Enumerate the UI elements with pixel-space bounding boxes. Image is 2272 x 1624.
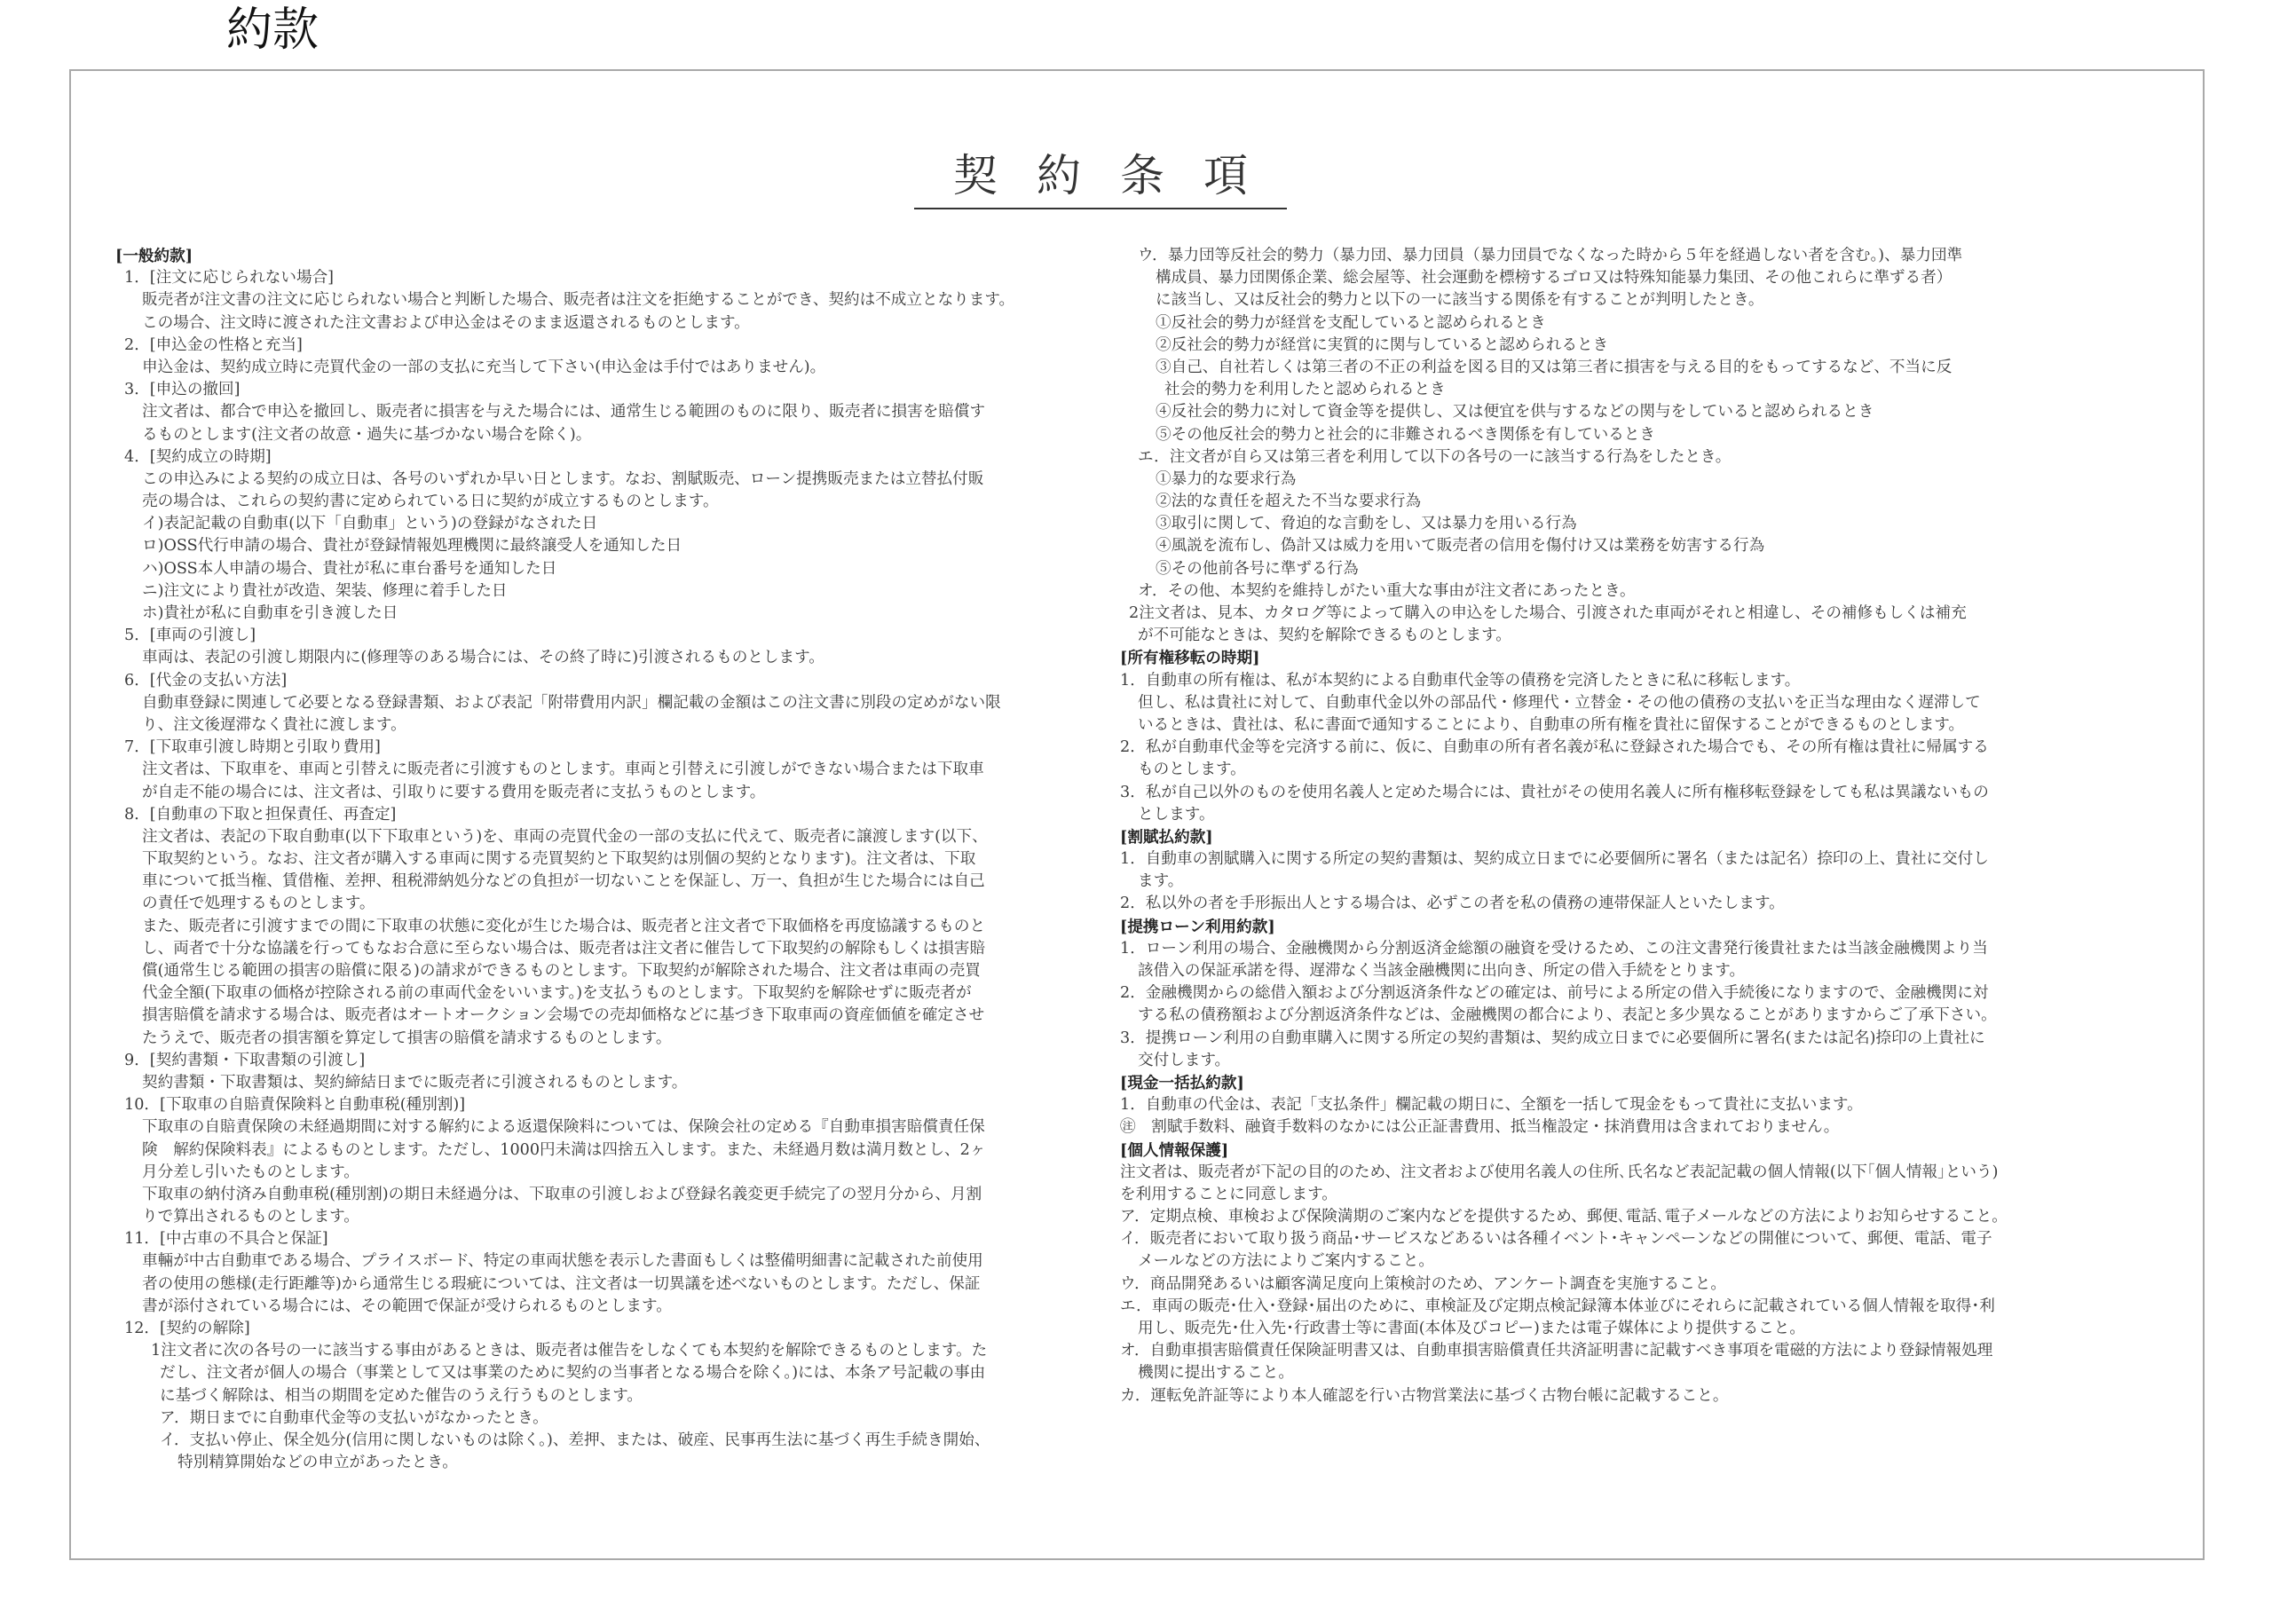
section-heading: [個人情報保護] <box>1120 1140 1229 1160</box>
clause-line: 交付します。 <box>1138 1051 1231 1069</box>
clause-line: 該借入の保証承諾を得、遅滞なく当該金融機関に出向き、所定の借入手続をとります。 <box>1138 962 1746 980</box>
clause-line: 下取契約という。なお、注文者が購入する車両に関する売買契約と下取契約は別個の契約となります)。注文者は、下取 <box>142 850 976 869</box>
clause-line: ①反社会的勢力が経営を支配していると認められるとき <box>1156 313 1546 332</box>
clause-line: るものとします(注文者の故意・過失に基づかない場合を除く)。 <box>142 425 592 444</box>
left-column <box>115 245 1099 1474</box>
clause-line: 1．ローン利用の場合、金融機関から分割返済金総額の融資を受けるため、この注文書発行後貴社または当該金融機関より当 <box>1120 939 1988 958</box>
clause-line: 構成員、暴力団関係企業、総会屋等、社会運動を標榜するゴロ又は特殊知能暴力集団、その他これらに準ずる者） <box>1156 269 1952 288</box>
clause-line: りで算出されるものとします。 <box>142 1208 359 1226</box>
clause-line: ア．定期点検、車検および保険満期のご案内などを提供するため、郵便､電話､電子メールなどの方法によりお知らせすること。 <box>1120 1208 2008 1226</box>
clause-line: 1．自動車の代金は、表記「支払条件」欄記載の期日に、全額を一括して現金をもって貴社に支払います。 <box>1120 1096 1863 1115</box>
clause-line: を利用することに同意します。 <box>1120 1185 1337 1203</box>
clause-line: 11．[中古車の不具合と保証] <box>124 1230 328 1249</box>
clause-line: の責任で処理するものとします。 <box>142 895 375 913</box>
clause-line: り、注文後遅滞なく貴社に渡します。 <box>142 715 406 734</box>
clause-line: 1．[注文に応じられない場合] <box>124 269 335 288</box>
clause-line: 1注文者に次の各号の一に該当する事由があるときは、販売者は催告をしなくても本契約を解除できるものとします。た <box>151 1342 988 1360</box>
clause-line: 注文者は、下取車を、車両と引替えに販売者に引渡すものとします。車両と引替えに引渡しができない場合または下取車 <box>142 761 984 779</box>
section-heading: [所有権移転の時期] <box>1120 649 1260 668</box>
clause-line: 損害賠償を請求する場合は、販売者はオートオークション会場での売却価格などに基づき下取車両の資産価値を確定させ <box>142 1006 985 1025</box>
clause-line: 下取車の自賠責保険の未経過期間に対する解約による返還保険料については、保険会社の定める『自動車損害賠償責任保 <box>142 1118 985 1137</box>
clause-line: 4．[契約成立の時期] <box>124 447 272 466</box>
clause-line: ㊟ 割賦手数料、融資手数料のなかには公正証書費用、抵当権設定・抹消費用は含まれておりません。 <box>1120 1118 1840 1137</box>
clause-line: いるときは、貴社は、私に書面で通知することにより、自動車の所有権を貴社に留保することができるものとします。 <box>1138 715 1965 734</box>
page-heading: 約款 <box>226 4 320 57</box>
clause-line: 9．[契約書類・下取書類の引渡し] <box>124 1051 366 1069</box>
clause-line: イ．支払い停止、保全処分(信用に関しないものは除く。)、差押、または、破産、民事再生法に基づく再生手続き開始、 <box>160 1431 990 1449</box>
clause-line: 車両は、表記の引渡し期限内に(修理等のある場合には、その終了時に)引渡されるものとします。 <box>142 649 824 667</box>
clause-line: ③取引に関して、脅迫的な言動をし、又は暴力を用いる行為 <box>1156 515 1577 533</box>
clause-line: 10．[下取車の自賠責保険料と自動車税(種別割)] <box>124 1096 466 1115</box>
clause-line: 車について抵当権、賃借権、差押、租税滞納処分などの負担が一切ないことを保証し、万一、負担が生じた場合には自己 <box>142 872 985 891</box>
clause-line: この場合、注文時に渡された注文書および申込金はそのまま返還されるものとします。 <box>142 313 750 332</box>
clause-line: 2．私以外の者を手形振出人とする場合は、必ずこの者を私の債務の連帯保証人といたします。 <box>1120 895 1785 913</box>
clause-line: 12．[契約の解除] <box>124 1320 250 1337</box>
clause-line: 自動車登録に関連して必要となる登録書類、および表記「附帯費用内訳」欄記載の金額はこの注文書に別段の定めがない限 <box>142 693 1001 712</box>
clause-line: ④風説を流布し、偽計又は威力を用いて販売者の信用を傷付け又は業務を妨害する行為 <box>1156 537 1765 556</box>
clause-line: 書が添付されている場合には、その範囲で保証が受けられるものとします。 <box>142 1297 672 1315</box>
clause-line: たうえで、販売者の損害額を算定して損害の賠償を請求するものとします。 <box>142 1029 672 1047</box>
clause-line: 5．[車両の引渡し] <box>124 627 256 645</box>
clause-line: し、両者で十分な協議を行ってもなお合意に至らない場合は、販売者は注文者に催告して下取契約の解除もしくは損害賠 <box>142 939 986 958</box>
clause-line: 注文者は、都合で申込を撤回し、販売者に損害を与えた場合には、通常生じる範囲のものに限り、販売者に損害を賠償す <box>142 403 986 422</box>
clause-line: 契約書類・下取書類は、契約締結日までに販売者に引渡されるものとします。 <box>142 1073 688 1092</box>
clause-line: 販売者が注文書の注文に応じられない場合と判断した場合、販売者は注文を拒絶することができ、契約は不成立となります。 <box>142 291 1015 310</box>
clause-line: 2．[申込金の性格と充当] <box>124 335 303 354</box>
clause-line: ロ)OSS代行申請の場合、貴社が登録情報処理機関に最終譲受人を通知した日 <box>142 537 682 556</box>
clause-line: ホ)貴社が私に自動車を引き渡した日 <box>142 604 398 622</box>
clause-line: 申込金は、契約成立時に売買代金の一部の支払に充当して下さい(申込金は手付ではありません)。 <box>142 358 826 376</box>
clause-line: 7．[下取車引渡し時期と引取り費用] <box>124 738 381 757</box>
clause-line: ④反社会的勢力に対して資金等を提供し、又は便宜を供与するなどの関与をしていると認められるとき <box>1156 403 1874 422</box>
clause-line: ⑤その他前各号に準ずる行為 <box>1156 559 1359 578</box>
section-heading: [提携ローン利用約款] <box>1120 917 1275 936</box>
clause-line: また、販売者に引渡すまでの間に下取車の状態に変化が生じた場合は、販売者と注文者で下取価格を再度協議するものと <box>142 917 986 935</box>
clause-line: ものとします。 <box>1138 761 1246 779</box>
clause-line: ア．期日までに自動車代金等の支払いがなかったとき。 <box>160 1408 548 1427</box>
right-column <box>1120 245 2094 1407</box>
clause-line: 注文者は、販売者が下記の目的のため、注文者および使用名義人の住所､氏名など表記記載の個人情報(以下｢個人情報｣という) <box>1120 1163 1999 1181</box>
clause-line: エ．車両の販売･仕入･登録･届出のために、車検証及び定期点検記録簿本体並びにそれらに記載されている個人情報を取得･利 <box>1120 1297 1995 1315</box>
clause-line: 2．金融機関からの総借入額および分割返済条件などの確定は、前号による所定の借入手続後になりますので、金融機関に対 <box>1120 984 1989 1003</box>
clause-line: ⑤その他反社会的勢力と社会的に非難されるべき関係を有しているとき <box>1156 425 1656 444</box>
clause-line: が不可能なときは、契約を解除できるものとします。 <box>1138 627 1511 645</box>
clause-line: に基づく解除は、相当の期間を定めた催告のうえ行うものとします。 <box>160 1386 643 1405</box>
clause-line: 3．提携ローン利用の自動車購入に関する所定の契約書類は、契約成立日までに必要個所に署名(または記名)捺印の上貴社に <box>1120 1029 1985 1047</box>
clause-line: エ．注文者が自ら又は第三者を利用して以下の各号の一に該当する行為をしたとき。 <box>1138 447 1732 466</box>
clause-line: ①暴力的な要求行為 <box>1156 469 1297 488</box>
section-heading: [一般約款] <box>115 247 193 265</box>
clause-line: 6．[代金の支払い方法] <box>124 671 288 690</box>
clause-line: に該当し、又は反社会的勢力と以下の一に該当する関係を有することが判明したとき。 <box>1156 291 1764 310</box>
clause-line: ハ)OSS本人申請の場合、貴社が私に車台番号を通知した日 <box>142 559 557 578</box>
clause-line: 3．[申込の撤回] <box>124 381 241 399</box>
clause-line: 3．私が自己以外のものを使用名義人と定めた場合には、貴社がその使用名義人に所有権移転登録をしても私は異議ないもの <box>1120 783 1989 801</box>
clause-line: ニ)注文により貴社が改造、架装、修理に着手した日 <box>142 581 508 600</box>
clause-line: 月分差し引いたものとします。 <box>142 1163 359 1181</box>
clause-line: ウ．暴力団等反社会的勢力（暴力団、暴力団員（暴力団員でなくなった時から５年を経過しない者を含む。)、暴力団準 <box>1138 247 1963 264</box>
clause-line: 社会的勢力を利用したと認められるとき <box>1164 381 1446 399</box>
clause-line: 8．[自動車の下取と担保責任、再査定] <box>124 805 397 824</box>
clause-line: メールなどの方法によりご案内すること。 <box>1138 1252 1434 1271</box>
clause-line: オ．自動車損害賠償責任保険証明書又は、自動車損害賠償責任共済証明書に記載すべき事項を電磁的方法により登録情報処理 <box>1120 1342 1993 1360</box>
clause-line: ②反社会的勢力が経営に実質的に関与していると認められるとき <box>1156 335 1609 354</box>
clause-line: イ．販売者において取り扱う商品･サービスなどあるいは各種イベント･キャンペーンなどの開催について、郵便、電話、電子 <box>1120 1230 1992 1249</box>
clause-line: ます。 <box>1138 872 1184 891</box>
clause-line: だし、注文者が個人の場合（事業として又は事業のために契約の当事者となる場合を除く。)には、本条ア号記載の事由 <box>160 1364 986 1383</box>
clause-line: 機関に提出すること。 <box>1138 1364 1294 1383</box>
clause-line: 用し、販売先･仕入先･行政書士等に書面(本体及びコピー)または電子媒体により提供すること。 <box>1138 1320 1805 1337</box>
clause-line: 下取車の納付済み自動車税(種別割)の期日未経過分は、下取車の引渡しおよび登録名義変更手続完了の翌月分から、月割 <box>142 1185 982 1203</box>
clause-line: 2注文者は、見本、カタログ等によって購入の申込をした場合、引渡された車両がそれと相違し、その補修もしくは補充 <box>1129 604 1967 622</box>
clause-line: 者の使用の態様(走行距離等)から通常生じる瑕疵については、注文者は一切異議を述べないものとします。ただし、保証 <box>142 1274 981 1293</box>
section-heading: [現金一括払約款] <box>1120 1073 1244 1092</box>
clause-line: 償(通常生じる範囲の損害の賠償に限る)の請求ができるものとします。下取契約が解除された場合、注文者は車両の売買 <box>142 962 981 980</box>
clause-line: 車輛が中古自動車である場合、プライスボード、特定の車両状態を表示した書面もしくは整備明細書に記載された前使用 <box>142 1252 983 1271</box>
clause-line: する私の債務額および分割返済条件などは、金融機関の都合により、表記と多少異なることがありますからご了承下さい。 <box>1138 1006 1997 1025</box>
clause-line: イ)表記記載の自動車(以下「自動車」という)の登録がなされた日 <box>142 515 598 533</box>
clause-line: ウ．商品開発あるいは顧客満足度向上策検討のため、アンケート調査を実施すること。 <box>1120 1274 1726 1293</box>
clause-line: が自走不能の場合には、注文者は、引取りに要する費用を販売者に支払うものとします。 <box>142 783 766 801</box>
clause-line: 1．自動車の所有権は、私が本契約による自動車代金等の債務を完済したときに私に移転します。 <box>1120 671 1801 690</box>
document-title: 契約条項 <box>914 149 1287 209</box>
clause-line: ②法的な責任を超えた不当な要求行為 <box>1156 493 1422 511</box>
clause-line: 注文者は、表記の下取自動車(以下下取車という)を、車両の売買代金の一部の支払に代えて、販売者に譲渡します(以下、 <box>142 827 988 846</box>
clause-line: 但し、私は貴社に対して、自動車代金以外の部品代・修理代・立替金・その他の債務の支払いを正当な理由なく遅滞して <box>1138 693 1981 712</box>
clause-line: カ．運転免許証等により本人確認を行い古物営業法に基づく古物台帳に記載すること。 <box>1120 1386 1729 1405</box>
clause-line: 1．自動車の割賦購入に関する所定の契約書類は、契約成立日までに必要個所に署名（または記名）捺印の上、貴社に交付し <box>1120 850 1989 869</box>
clause-line: オ．その他、本契約を維持しがたい重大な事由が注文者にあったとき。 <box>1138 581 1636 600</box>
clause-line: 2．私が自動車代金等を完済する前に、仮に、自動車の所有者名義が私に登録された場合でも、その所有権は貴社に帰属する <box>1120 738 1989 757</box>
clause-line: とします。 <box>1138 805 1215 824</box>
clause-line: 特別精算開始などの申立があったとき。 <box>178 1454 458 1472</box>
section-heading: [割賦払約款] <box>1120 827 1213 847</box>
clause-line: 険 解約保険料表』によるものとします。ただし、1000円未満は四捨五入します。また、未経過月数は満月数とし、2ヶ <box>142 1140 986 1159</box>
clause-line: 売の場合は、これらの契約書に定められている日に契約が成立するものとします。 <box>142 493 719 511</box>
clause-line: ③自己、自社若しくは第三者の不正の利益を図る目的又は第三者に損害を与える目的をもってするなど、不当に反 <box>1156 358 1952 376</box>
clause-line: この申込みによる契約の成立日は、各号のいずれか早い日とします。なお、割賦販売、ローン提携販売または立替払付販 <box>142 469 984 488</box>
clause-line: 代金全額(下取車の価格が控除される前の車両代金をいいます。)を支払うものとします。下取契約を解除せずに販売者が <box>142 984 972 1003</box>
